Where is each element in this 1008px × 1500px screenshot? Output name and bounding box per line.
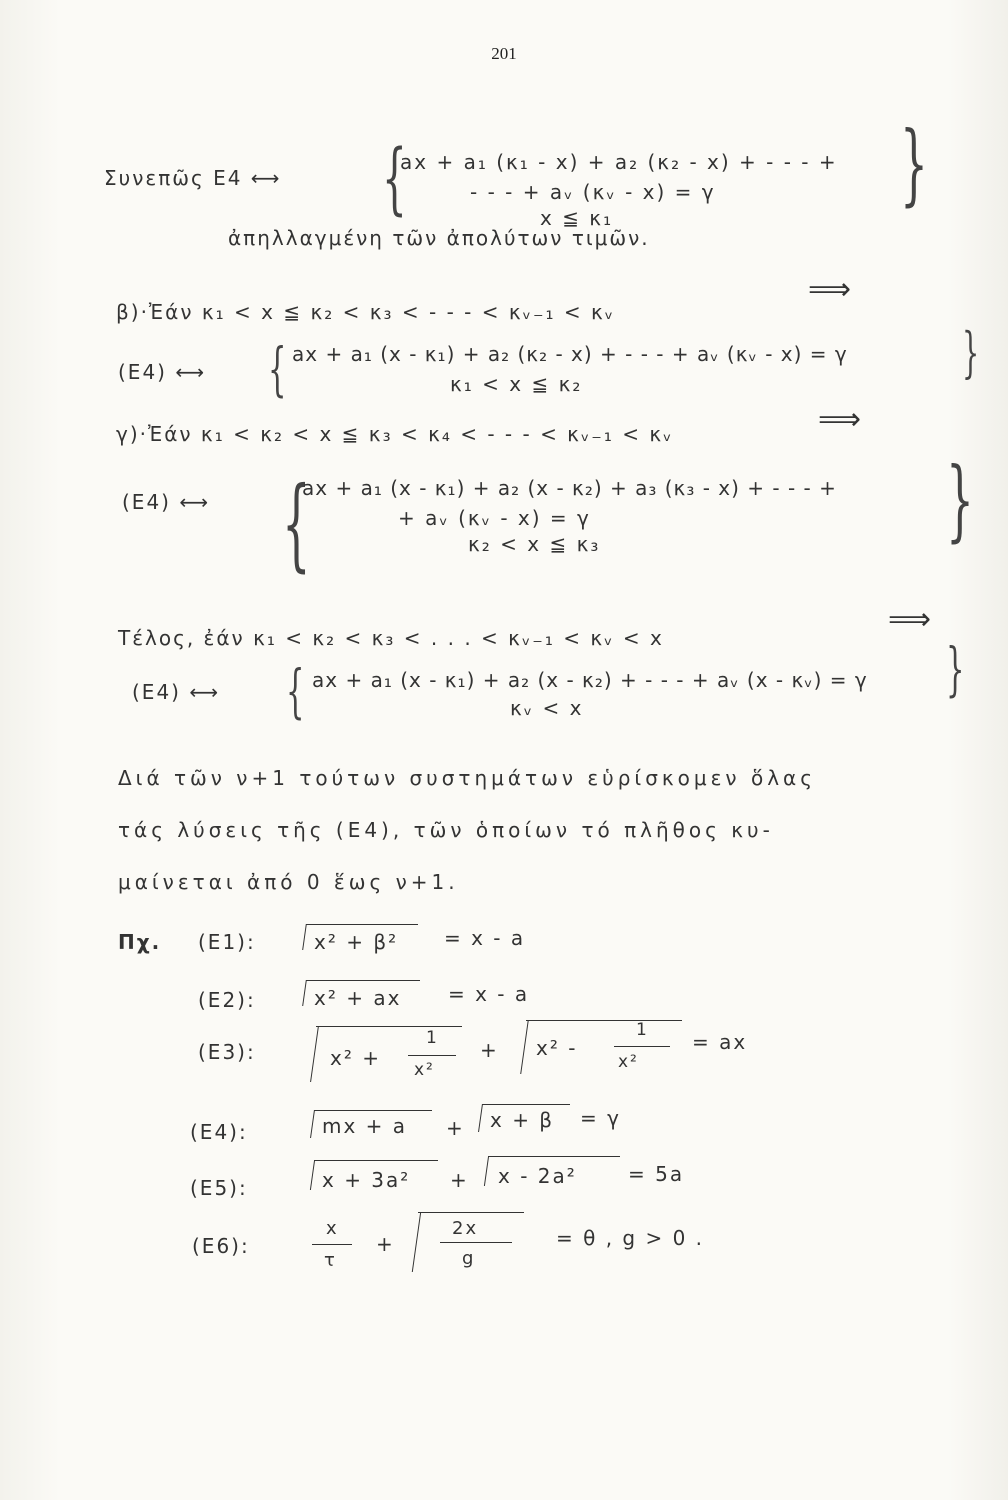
radical-bar [488,1156,620,1157]
e2-radicand: x² + ax [314,986,402,1010]
radical-bar [316,1026,462,1027]
e1-radicand: x² + β² [314,930,399,954]
fraction-bar [614,1046,670,1047]
paragraph-line2: τάς λύσεις τῆς (Ε4), τῶν ὁποίων τό πλῆθος κυ- [118,818,774,842]
e3-radicand2-term: x² - [536,1036,578,1060]
block3-eq1: ax + a₁ (x - κ₁) + a₂ (x - κ₂) + a₃ (κ₃ - x) + - - - + [302,476,837,500]
paragraph-line3: μαίνεται ἀπό 0 ἕως ν+1. [118,870,459,894]
e4-rhs: = γ [580,1106,621,1130]
radical-sign [310,1026,319,1082]
example-prefix: Πχ. [118,930,162,954]
radical-sign [412,1212,421,1272]
e4-plus: + [446,1116,465,1140]
e1-label: (Ε1): [198,930,256,954]
block3-label: (Ε4) ⟷ [122,490,210,514]
block3-lead: γ)·Ἐάν κ₁ < κ₂ < x ≦ κ₃ < κ₄ < - - - < κᵥ₋₁ < κᵥ [116,422,674,446]
e3-fraction2-numerator: 1 [636,1020,649,1040]
implies-arrow: ⟹ [808,272,852,307]
block1-eq2: - - - + aᵥ (κᵥ - x) = γ [470,180,716,204]
block4-eq2: κᵥ < x [510,696,584,720]
radical-bar [306,980,420,981]
radical-sign [302,924,307,950]
implies-arrow: ⟹ [818,402,862,437]
left-brace: { [268,335,287,403]
e4-radicand1: mx + a [322,1114,408,1138]
block2-eq1: ax + a₁ (x - κ₁) + a₂ (κ₂ - x) + - - - + aᵥ (κᵥ - x) = γ [292,342,848,366]
implies-arrow: ⟹ [888,602,932,637]
radical-sign [478,1104,483,1132]
e6-radicand-denominator: g [462,1248,476,1269]
left-brace: { [282,465,311,582]
block1-eq1: ax + a₁ (κ₁ - x) + a₂ (κ₂ - x) + - - - + [400,150,838,174]
block2-label: (Ε4) ⟷ [118,360,206,384]
right-brace: } [946,448,974,551]
radical-sign [520,1020,529,1074]
e5-radicand2: x - 2a² [498,1164,577,1188]
block4-lead: Τέλος, ἐάν κ₁ < κ₂ < κ₃ < . . . < κᵥ₋₁ < κᵥ < x [118,626,664,650]
e6-fraction-numerator: x [326,1218,339,1239]
block4-eq1: ax + a₁ (x - κ₁) + a₂ (x - κ₂) + - - - + aᵥ (x - κᵥ) = γ [312,668,868,692]
e3-label: (Ε3): [198,1040,256,1064]
block1-eq3: x ≦ κ₁ [540,206,614,230]
right-brace: } [900,112,928,215]
e3-fraction1-denominator: x² [414,1060,435,1080]
e3-radicand1-term: x² + [330,1046,381,1070]
e2-label: (Ε2): [198,988,256,1012]
radical-bar [526,1020,682,1021]
e6-fraction-denominator: τ [324,1250,337,1271]
radical-bar [306,924,418,925]
e3-fraction1-numerator: 1 [426,1028,439,1048]
block4-label: (Ε4) ⟷ [132,680,220,704]
fraction-bar [440,1242,512,1243]
e6-label: (Ε6): [192,1234,250,1258]
fraction-bar [312,1244,352,1245]
radical-bar [418,1212,524,1213]
e4-label: (Ε4): [190,1120,248,1144]
radical-sign [310,1160,315,1190]
block1-note: ἀπηλλαγμένη τῶν ἀπολύτων τιμῶν. [228,226,650,250]
e4-radicand2: x + β [490,1108,555,1132]
block2-eq2: κ₁ < x ≦ κ₂ [450,372,583,396]
e6-plus: + [376,1232,395,1256]
radical-sign [484,1156,489,1186]
left-brace: { [286,657,305,725]
e5-plus: + [450,1168,469,1192]
e3-fraction2-denominator: x² [618,1052,639,1072]
e5-rhs: = 5a [628,1162,685,1186]
right-brace: } [946,635,965,703]
radical-bar [482,1104,570,1105]
e1-rhs: = x - a [444,926,526,950]
radical-sign [310,1110,315,1138]
e3-rhs: = ax [692,1030,748,1054]
page-number: 201 [491,44,517,63]
radical-sign [302,980,307,1006]
e6-radicand-numerator: 2x [452,1218,479,1239]
left-brace: { [382,134,407,224]
block1-lead: Συνεπῶς Ε4 ⟷ [104,166,282,190]
fraction-bar [408,1055,456,1056]
e6-rhs: = θ , g > 0 . [556,1226,705,1250]
e3-plus: + [480,1038,499,1062]
right-brace: } [962,321,980,384]
radical-bar [314,1110,432,1111]
e5-radicand1: x + 3a² [322,1168,411,1192]
block3-eq2: + aᵥ (κᵥ - x) = γ [398,506,591,530]
radical-bar [314,1160,438,1161]
e5-label: (Ε5): [190,1176,248,1200]
e2-rhs: = x - a [448,982,530,1006]
block3-eq3: κ₂ < x ≦ κ₃ [468,532,601,556]
paragraph-line1: Διά τῶν ν+1 τούτων συστημάτων εὑρίσκομεν ὅλας [118,766,816,790]
block2-lead: β)·Ἐάν κ₁ < x ≦ κ₂ < κ₃ < - - - < κᵥ₋₁ < κᵥ [116,300,616,324]
